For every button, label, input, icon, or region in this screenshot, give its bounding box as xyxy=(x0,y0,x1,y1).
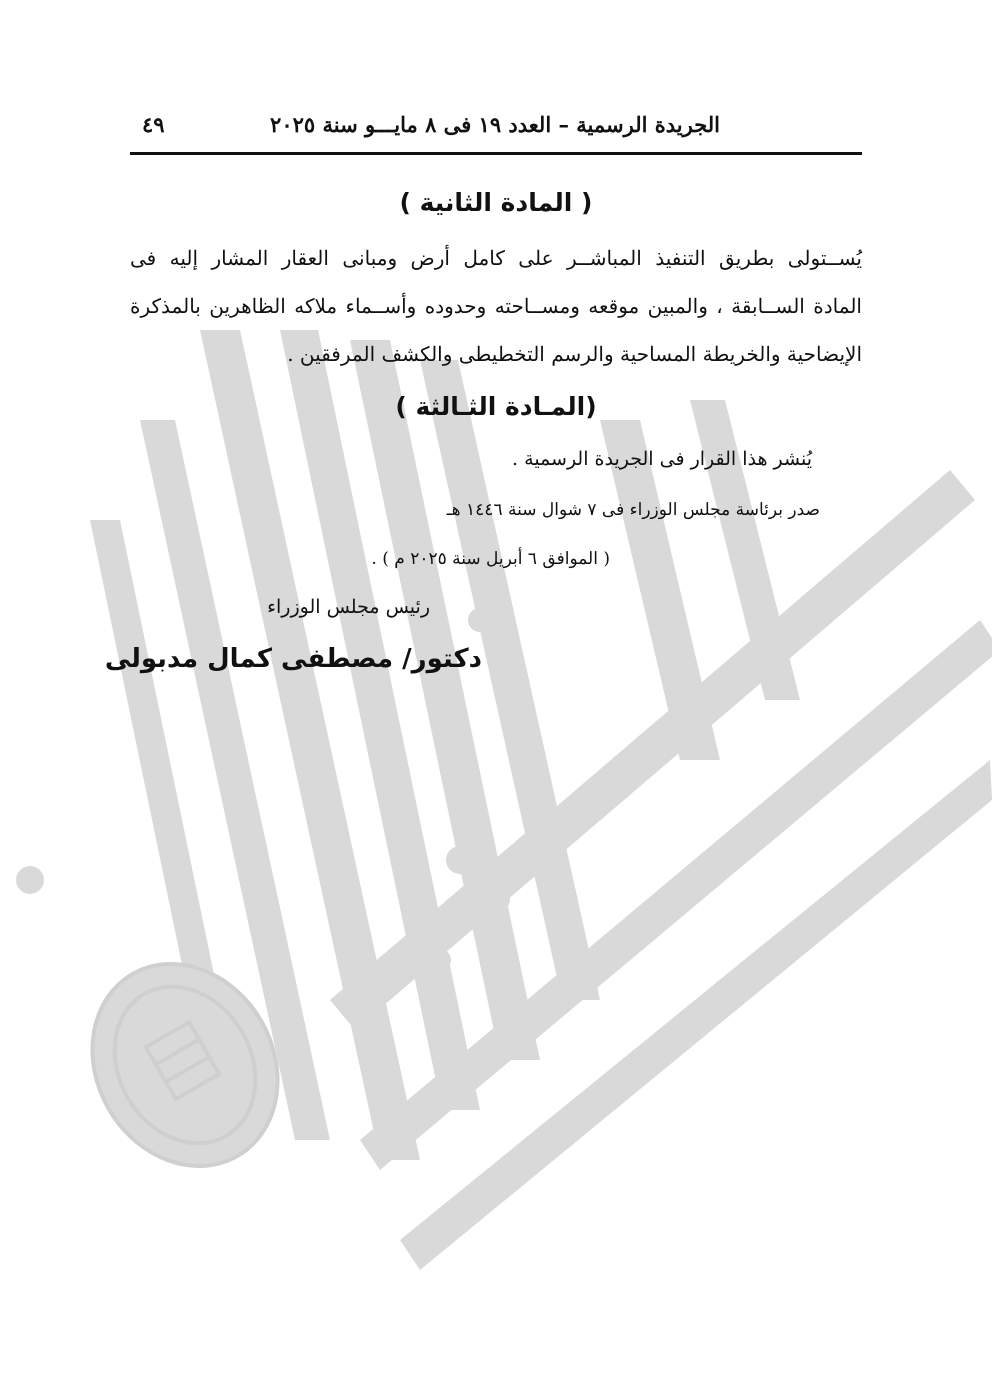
issuance-date-hijri: صدر برئاسة مجلس الوزراء فى ٧ شوال سنة ١٤٤٦ هـ xyxy=(446,500,820,520)
article-2-line: المادة الســابقة ، والمبين موقعه ومســاحته وحدوده وأســماء ملاكه الظاهرين بالمذكرة xyxy=(130,294,862,318)
header-divider xyxy=(130,152,862,155)
signatory-name: دكتور/ مصطفى كمال مدبولى xyxy=(104,644,482,674)
article-2-line: يُســتولى بطريق التنفيذ المباشــر على كامل أرض ومبانى العقار المشار إليه فى xyxy=(130,246,862,270)
gazette-header-title: الجريدة الرسمية – العدد ١٩ فى ٨ مايـــو سنة ٢٠٢٥ xyxy=(270,112,720,137)
article-3-heading: (المـادة الثـالثة ) xyxy=(395,392,597,421)
article-2-line: الإيضاحية والخريطة المساحية والرسم التخطيطى والكشف المرفقين . xyxy=(287,342,862,366)
article-3-text: يُنشر هذا القرار فى الجريدة الرسمية . xyxy=(512,448,812,470)
page-number: ٤٩ xyxy=(142,112,165,137)
signatory-title: رئيس مجلس الوزراء xyxy=(267,596,430,618)
issuance-date-gregorian: ( الموافق ٦ أبريل سنة ٢٠٢٥ م ) . xyxy=(371,549,610,569)
article-2-heading: ( المادة الثانية ) xyxy=(399,188,593,217)
